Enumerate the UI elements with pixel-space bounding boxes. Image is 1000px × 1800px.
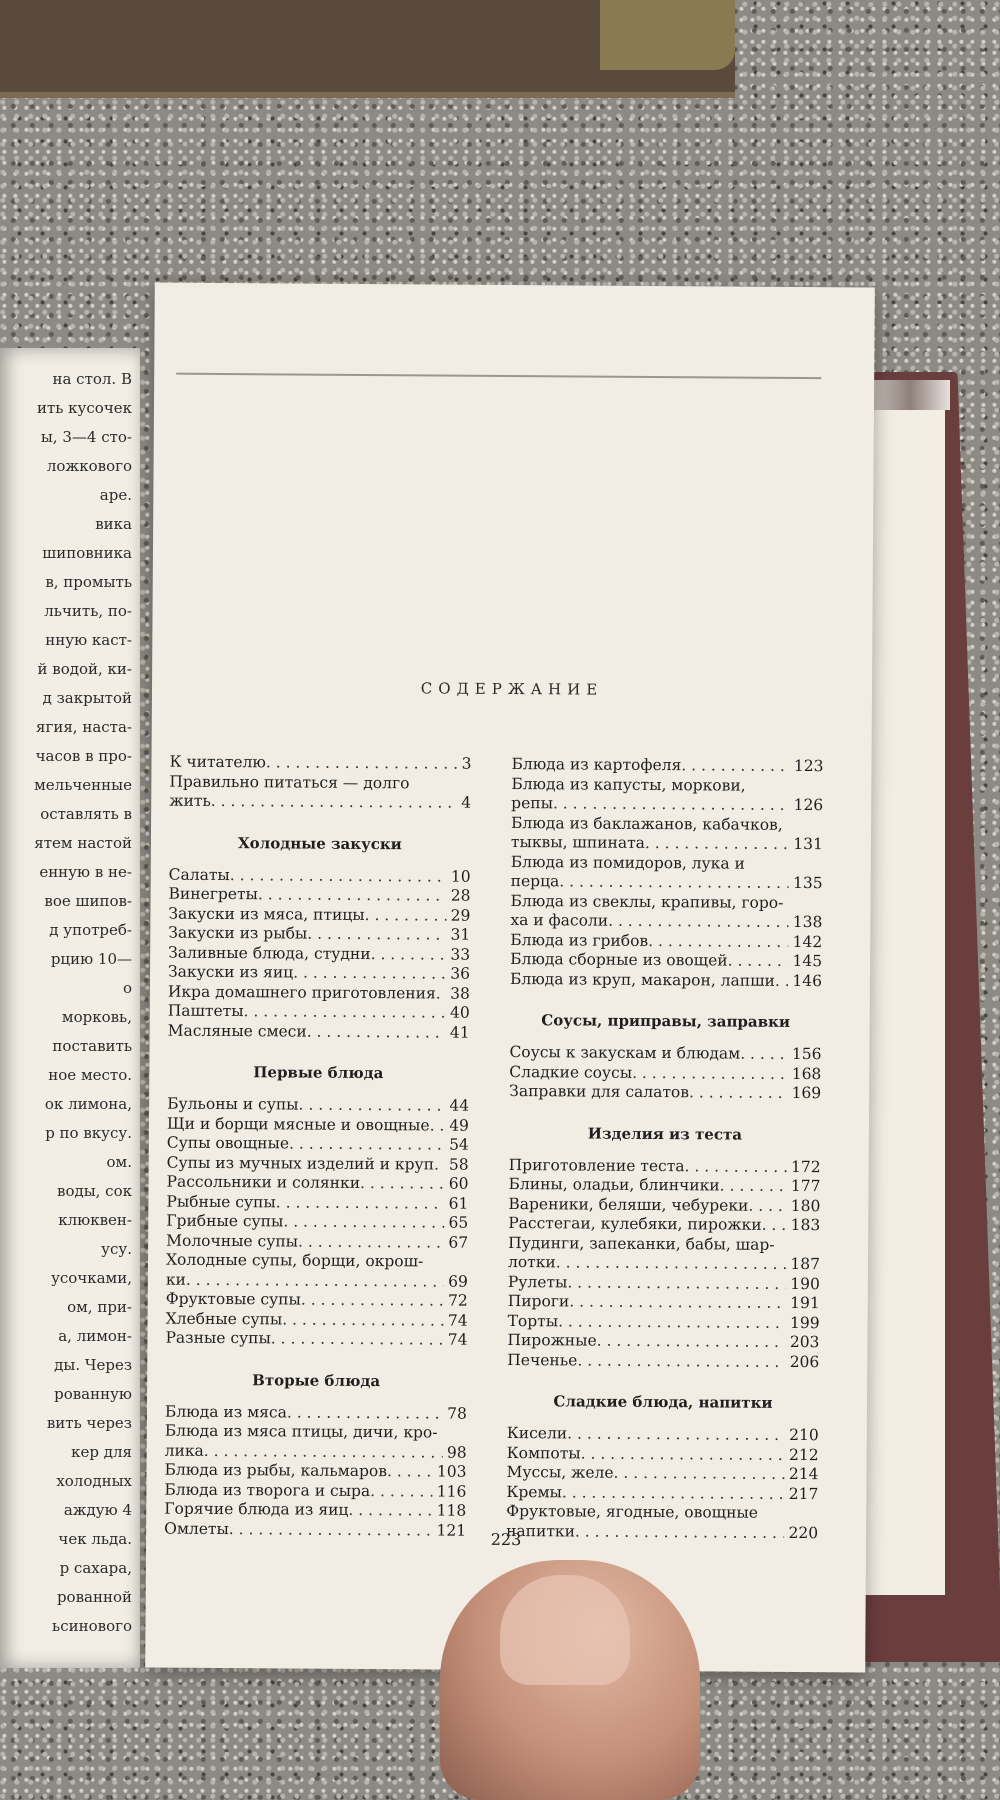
left-page-text-fragment: часов в про- [35,747,132,765]
left-page-text-fragment: рованной [56,1588,132,1606]
toc-entry [511,872,823,894]
left-page-text-fragment: поставить [52,1037,132,1055]
leader-dots [266,753,458,774]
toc-entry-page: 138 [792,912,823,932]
leader-dots [204,1441,443,1462]
toc-entry [510,931,822,953]
toc-entry-page: 169 [791,1083,822,1103]
toc-entry-title: Рыбные супы [166,1192,276,1211]
toc-entry [506,1482,818,1504]
toc-entry-page: 58 [448,1155,469,1174]
left-page-text-fragment: ы, 3—4 сто- [40,428,132,446]
toc-entry [510,911,822,933]
toc-entry [166,1173,468,1195]
toc-entry [510,970,822,992]
leader-dots [748,1196,787,1216]
section-heading: Первые блюда [253,1063,384,1083]
toc-entry-page: 203 [789,1332,820,1352]
toc-entry-title-cont: ха и фасоли [510,911,609,930]
left-page-text-fragment: вить через [46,1414,132,1432]
toc-entry-page: 220 [788,1523,819,1542]
toc-entry [165,1441,467,1463]
toc-entry-page: 41 [449,1023,470,1042]
leader-dots [681,756,790,776]
toc-entry-page: 116 [436,1482,467,1501]
leader-dots [567,1273,786,1294]
toc-entry-page: 156 [791,1044,822,1064]
leader-dots [597,1332,786,1353]
toc-entry-page: 29 [450,906,471,925]
left-page-text-fragment: шиповника [42,544,132,562]
toc-entry-title: Бульоны и супы [167,1094,299,1114]
toc-entry-title: Пирожные [507,1330,597,1350]
page-title: СОДЕРЖАНИЕ [420,679,604,699]
leader-dots [645,834,790,855]
leader-dots [740,1045,788,1065]
toc-entry-title: Рассольники и солянки [166,1172,361,1192]
toc-entry-page: 78 [447,1404,468,1423]
toc-entry-title: Кисели [506,1423,568,1443]
toc-entry-page: 146 [792,971,823,990]
toc-entry [169,865,471,887]
leader-dots [307,1022,446,1042]
leader-dots [258,885,447,906]
leader-dots [298,1096,445,1117]
toc-entry-page: 212 [789,1445,819,1464]
toc-entry [509,1082,821,1104]
toc-entry-page: 118 [436,1501,467,1520]
toc-entry-title: Расстегаи, кулебяки, пирожки [508,1213,762,1234]
toc-entry-page: 3 [461,754,472,773]
toc-entry-page: 121 [436,1521,467,1540]
toc-entry [167,1153,469,1175]
toc-entry-page: 49 [449,1116,470,1135]
toc-entry-page: 33 [450,945,471,964]
toc-entry-title: Блюда из мяса птицы, дичи, кро- [164,1421,438,1442]
toc-entry-title: Заправки для салатов [509,1081,690,1102]
toc-entry-page: 28 [450,886,471,905]
toc-entry-page: 180 [790,1196,821,1215]
leader-dots [762,1216,787,1236]
toc-entry-title: Салаты [168,865,230,884]
toc-entry-title: Заливные блюда, студни [168,943,371,963]
toc-entry-title-cont: лика [164,1441,204,1460]
left-page-text-fragment: р сахара, [59,1559,132,1577]
left-page-text-fragment: холодных [56,1472,132,1490]
leader-dots [276,1193,445,1214]
left-page-text-fragment: о [122,979,132,997]
leader-dots [301,1291,444,1311]
leader-dots [298,1232,445,1253]
toc-entry [164,1461,466,1483]
toc-entry-page: 183 [790,1215,821,1235]
toc-entry-page: 72 [447,1291,468,1310]
background-book-edge [600,0,735,70]
left-page-text-fragment: усу. [101,1240,132,1258]
toc-entry-title: Масляные смеси [167,1021,307,1041]
leader-dots [293,963,446,984]
toc-entry [168,904,470,926]
left-page-text-fragment: в, промыть [45,573,132,591]
toc-entry-title: Блюда из рыбы, кальмаров [164,1460,388,1481]
toc-entry [165,1329,467,1351]
left-page-text-fragment: оставлять в [40,805,132,823]
toc-entry-page: 135 [793,873,823,893]
toc-entry [167,1134,469,1156]
toc-entry [164,1480,466,1502]
leader-dots [211,792,458,813]
toc-entry-title: Закуски из мяса, птицы [168,904,365,924]
toc-entry-page: 67 [448,1233,469,1252]
toc-entry-title: Пудинги, запеканки, бабы, шар- [508,1233,775,1254]
leader-dots [728,952,789,972]
left-page-text-fragment: клюквен- [58,1211,132,1229]
toc-entry-title: Кремы [506,1482,562,1501]
toc-entry-page: 4 [461,793,472,812]
leader-dots [648,931,789,951]
toc-entry [511,794,823,816]
toc-entry [511,833,823,855]
leader-dots [244,1002,447,1023]
toc-entry [166,1192,468,1214]
header-rule [176,373,821,380]
toc-entry-page: 10 [450,867,471,886]
toc-entry-title: Хлебные супы [165,1309,283,1328]
toc-entry [506,1463,818,1485]
toc-entry-page: 217 [788,1484,819,1503]
cover-foil [870,380,950,410]
toc-entry-title: Закуски из рыбы [168,923,308,943]
toc-entry-title: Вареники, беляши, чебуреки [508,1194,749,1215]
toc-entry [169,885,471,907]
left-page-text-fragment: й водой, ки- [37,660,132,678]
toc-entry [507,1350,819,1372]
toc-entry-page: 142 [792,932,823,951]
toc-entry [166,1270,468,1292]
toc-entry [168,924,470,946]
toc-entry-title: Блюда из свеклы, крапивы, горо- [510,891,784,912]
toc-entry-title: К читателю [169,752,266,772]
toc-entry [165,1402,467,1424]
toc-entry-title: Омлеты [164,1519,229,1538]
left-page-text-fragment: ом, при- [67,1298,132,1316]
left-page-text-fragment: ок лимона, [44,1095,132,1113]
left-page-text-fragment: кер для [71,1443,132,1461]
toc-column-right [506,755,823,1543]
leader-dots [430,1116,446,1136]
toc-entry-title: Блюда из баклажанов, кабачков, [511,813,783,834]
leader-dots [558,1312,786,1333]
thumbnail-highlight [500,1575,630,1685]
leader-dots [282,1310,444,1331]
leader-dots [434,1155,445,1175]
toc-entry-title-cont: жить [169,791,211,810]
toc-entry [509,1043,821,1065]
toc-entry-title-cont: лотки [507,1252,556,1272]
toc-entry [167,1114,469,1136]
toc-entry [169,753,471,775]
leader-dots [577,1351,785,1372]
toc-entry [164,1500,466,1522]
toc-entry [168,1021,470,1043]
left-page-text-fragment: нную каст- [45,631,132,649]
toc-entry [510,950,822,972]
left-page-text-fragment: на стол. В [52,370,132,388]
toc-entry [166,1309,468,1331]
toc-entry [508,1214,820,1236]
leader-dots [581,1444,786,1465]
toc-entry-page: 74 [447,1311,468,1330]
leader-dots [436,984,447,1004]
toc-entry [168,943,470,965]
toc-entry-page: 187 [790,1254,821,1274]
toc-entry-page: 60 [448,1174,469,1193]
leader-dots [283,1212,444,1233]
toc-entry-title: Винегреты [168,884,258,904]
section-heading: Изделия из теста [587,1124,743,1144]
toc-entry-page: 36 [450,964,471,983]
toc-entry-page: 190 [790,1274,820,1293]
toc-entry-title: Блины, оладьи, блинчики [508,1174,720,1195]
toc-entry [166,1290,468,1312]
leader-dots [365,905,447,925]
toc-entry-page: 177 [790,1176,821,1196]
toc-entry [507,1424,819,1446]
section-heading: Соусы, приправы, заправки [541,1011,791,1031]
toc-entry-title: Блюда из капусты, моркови, [511,774,746,795]
toc-entry [509,1155,821,1177]
toc-entry-title: Фруктовые, ягодные, овощные [506,1501,759,1522]
left-page-text-fragment: мельченные [34,776,132,794]
toc-entry-title: Рулеты [507,1272,568,1291]
leader-dots [307,925,446,945]
toc-entry-title: Блюда из помидоров, лука и [510,852,745,873]
left-page-text-fragment: ложкового [46,457,132,475]
toc-entry-page: 61 [448,1194,469,1213]
toc-entry-title: Грибные супы [166,1211,284,1231]
toc-entry [508,1311,820,1333]
book-page [145,283,875,1673]
toc-entry-title-cont: перца [510,872,560,891]
leader-dots [553,794,790,815]
left-page-text-fragment: ды. Через [54,1356,132,1374]
leader-dots [230,866,447,887]
toc-entry [507,1443,819,1465]
leader-dots [387,1462,433,1482]
toc-entry-page: 38 [450,984,470,1003]
toc-entry-title: Муссы, желе [506,1462,614,1482]
toc-entry-title: Блюда из творога и сыра [164,1480,371,1500]
left-page-text-fragment: ьсинового [52,1617,132,1635]
toc-entry-title: Блюда из картофеля [511,755,682,775]
left-page-text-fragment: вое шипов- [44,892,132,910]
toc-entry-title: Горячие блюда из яиц [164,1499,349,1519]
left-page-text-fragment: усочками, [51,1269,132,1287]
toc-entry [166,1231,468,1253]
toc-entry-title: Торты [507,1311,559,1330]
toc-entry-title: Разные супы [165,1328,271,1348]
toc-entry-page: 103 [436,1462,467,1481]
toc-entry [507,1331,819,1353]
leader-dots [556,1253,787,1274]
toc-entry-title: Пироги [507,1291,570,1311]
toc-entry-page: 126 [793,795,824,815]
toc-entry-page: 172 [791,1157,821,1176]
toc-entry [166,1212,468,1234]
leader-dots [689,1083,788,1103]
left-page-text-fragment: рованную [54,1385,132,1403]
toc-entry-title: Молочные супы [166,1231,299,1251]
toc-entry-title: Блюда из мяса [164,1402,287,1421]
toc-entry-page: 54 [449,1135,469,1154]
left-page [0,348,140,1668]
toc-entry [508,1194,820,1216]
toc-entry [511,755,823,777]
toc-entry [508,1292,820,1314]
toc-column-left [164,753,471,1541]
toc-entry [168,1002,470,1024]
toc-entry-page: 206 [789,1352,820,1371]
left-page-text-fragment: рцию 10— [50,950,132,968]
toc-entry-page: 131 [793,834,824,854]
toc-entry-page: 40 [449,1003,470,1022]
toc-entry-title: Соусы к закускам и блюдам [509,1042,741,1063]
toc-entry-title: Супы овощные [166,1133,290,1153]
leader-dots [370,1482,433,1502]
left-page-text-fragment: воды, сок [57,1182,132,1200]
leader-dots [371,945,447,965]
toc-entry-title: Компоты [506,1443,581,1463]
left-page-text-fragment: ить кусочек [36,399,132,417]
toc-entry-title: Холодные супы, борщи, окрош- [165,1250,424,1271]
toc-entry [508,1253,820,1275]
leader-dots [289,1134,445,1155]
toc-entry-title: Сладкие соусы [509,1062,633,1082]
toc-entry-title-cont: ки [165,1270,186,1289]
leader-dots [720,1176,787,1196]
toc-entry-title: Блюда из круп, макарон, лапши [509,969,775,990]
left-page-text-fragment: а, лимон- [58,1327,132,1345]
leader-dots [271,1329,444,1350]
toc-entry [169,792,471,814]
toc-entry-title: Приготовление теста [508,1155,685,1175]
leader-dots [186,1270,444,1291]
toc-entry-page: 191 [790,1293,820,1313]
left-page-text-fragment: д закрытой [42,689,132,707]
leader-dots [559,872,789,893]
left-page-text-fragment: вика [95,515,132,533]
leader-dots [348,1501,432,1521]
section-heading: Вторые блюда [252,1370,381,1390]
left-page-text-fragment: р по вкусу. [45,1124,132,1142]
toc-entry-page: 145 [792,951,823,971]
leader-dots [632,1063,788,1084]
left-page-text-fragment: ное место. [48,1066,132,1084]
toc-entry-page: 31 [450,925,471,944]
leader-dots [613,1464,785,1485]
toc-entry-title-cont: напитки [506,1521,576,1540]
toc-entry-title-cont: тыквы, шпината [510,833,645,852]
left-page-text-fragment: льчить, по- [44,602,132,620]
toc-entry-title: Щи и борщи мясные и овощные [166,1114,430,1134]
leader-dots [287,1403,443,1424]
toc-entry-title: Блюда сборные из овощей [510,950,728,970]
toc-entry [168,982,470,1004]
toc-entry-page: 210 [789,1425,819,1445]
toc-entry-page: 74 [447,1330,468,1349]
left-page-text-fragment: д употреб- [49,921,132,939]
toc-entry-title: Икра домашнего приготовления [167,982,436,1002]
left-page-text-fragment: аждую 4 [63,1501,132,1519]
leader-dots [567,1424,785,1445]
toc-entry [509,1062,821,1084]
toc-entry [167,1095,469,1117]
left-page-text-fragment: енную в не- [39,863,132,881]
toc-entry-title: Блюда из грибов [510,930,649,950]
leader-dots [569,1292,786,1313]
toc-entry-title: Паштеты [167,1001,244,1021]
section-heading: Холодные закуски [237,833,402,853]
section-heading: Сладкие блюда, напитки [553,1392,773,1412]
toc-entry-page: 214 [788,1464,819,1484]
toc-entry [508,1272,820,1294]
leader-dots [775,971,789,991]
toc-entry-page: 44 [449,1096,470,1115]
left-page-text-fragment: морковь, [61,1008,132,1026]
toc-entry-title: Печенье [507,1350,578,1369]
left-page-text-fragment: ягия, наста- [36,718,132,736]
toc-entry-page: 123 [793,756,824,776]
leader-dots [608,912,789,933]
toc-entry [508,1175,820,1197]
toc-entry-page: 199 [789,1313,820,1332]
toc-entry-title: Правильно питаться — долго [169,772,410,792]
toc-entry-page: 98 [446,1443,467,1462]
page-number: 223 [490,1529,522,1550]
toc-entry [168,963,470,985]
toc-entry-page: 65 [448,1213,469,1232]
toc-entry-page: 168 [791,1064,822,1083]
left-page-text-fragment: ятем настой [34,834,132,852]
leader-dots [360,1174,445,1194]
leader-dots [562,1483,785,1504]
toc-entry-title-cont: репы [511,794,554,813]
toc-entry-page: 69 [448,1272,468,1291]
toc-entry-title: Фруктовые супы [165,1289,301,1309]
leader-dots [685,1157,788,1177]
left-page-text-fragment: чек льда. [58,1530,132,1548]
toc-entry-title: Супы из мучных изделий и круп [166,1153,435,1173]
left-page-text-fragment: аре. [99,486,132,504]
left-page-text-fragment: ом. [106,1153,132,1171]
toc-entry-title: Закуски из яиц [167,962,294,982]
